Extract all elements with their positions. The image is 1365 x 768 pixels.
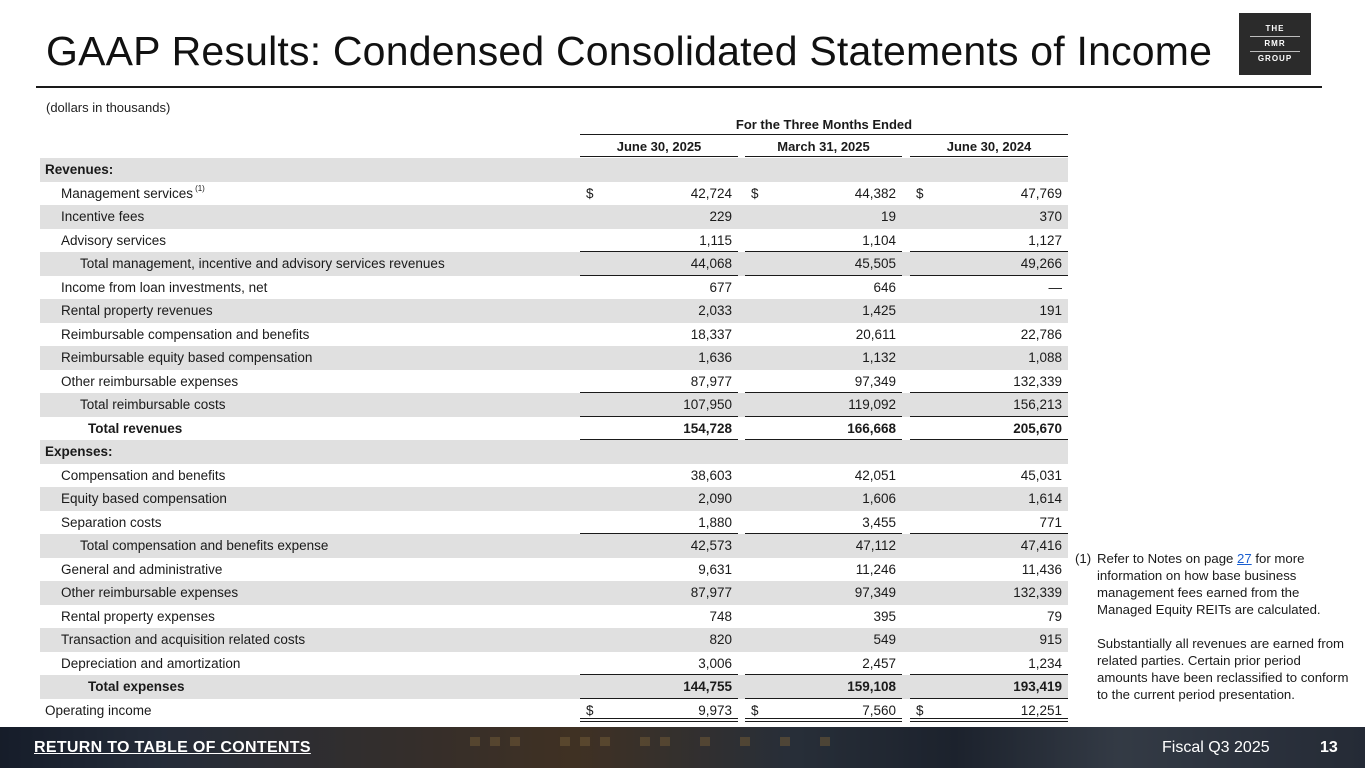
table-row	[40, 182, 1068, 206]
fiscal-period-label: Fiscal Q3 2025	[1162, 739, 1270, 756]
table-row	[40, 158, 1068, 182]
value-cell: 12,251	[1020, 702, 1062, 718]
value-cell: 119,092	[848, 397, 896, 412]
table-row	[40, 205, 1068, 229]
row-label: Other reimbursable expenses	[61, 585, 239, 600]
value-cell: 2,457	[862, 655, 896, 671]
value-cell: 193,419	[1013, 679, 1062, 694]
rmr-logo	[1239, 13, 1311, 75]
value-cell: 1,606	[862, 491, 896, 506]
footnote-paragraph-2: Substantially all revenues are earned from related parties. Certain prior period amounts have been reclassified to conform to the current period presentation.	[1097, 636, 1349, 702]
row-label: Rental property expenses	[61, 608, 215, 624]
row-label: Expenses:	[45, 444, 113, 459]
logo-line-3: GROUP	[1257, 54, 1293, 63]
value-cell: 132,339	[1013, 373, 1062, 389]
row-label: Reimbursable compensation and benefits	[61, 326, 310, 342]
footer-bar	[0, 727, 1365, 768]
table-row	[40, 299, 1068, 323]
footnote	[1075, 550, 1353, 703]
row-label: Transaction and acquisition related costs	[61, 632, 306, 647]
value-cell: 97,349	[854, 585, 896, 600]
value-cell: 42,051	[854, 467, 896, 483]
value-cell: 229	[709, 209, 732, 224]
row-label: General and administrative	[61, 561, 223, 577]
page-27-link[interactable]: 27	[1237, 551, 1252, 566]
page-title: GAAP Results: Condensed Consolidated Statements of Income	[46, 28, 1213, 74]
value-cell: 370	[1039, 209, 1062, 224]
value-cell: 87,977	[690, 373, 732, 389]
row-label: Depreciation and amortization	[61, 655, 241, 671]
row-label: Total compensation and benefits expense	[80, 538, 329, 553]
table-row	[40, 581, 1068, 605]
value-cell: 1,234	[1028, 655, 1062, 671]
value-cell: 18,337	[690, 326, 732, 342]
table-row	[40, 605, 1068, 629]
table-row	[40, 370, 1068, 394]
value-cell: 42,724	[690, 185, 732, 201]
table-row	[40, 628, 1068, 652]
value-cell: 107,950	[683, 397, 732, 412]
value-cell: 44,382	[854, 185, 896, 201]
row-label: Advisory services	[61, 232, 167, 248]
row-label: Total reimbursable costs	[80, 397, 226, 412]
currency-symbol: $	[751, 185, 759, 201]
currency-symbol: $	[916, 702, 924, 718]
value-cell: 9,973	[698, 702, 732, 718]
row-label: Management services $^{(1)}$	[61, 183, 205, 201]
title-divider	[36, 86, 1322, 88]
value-cell: 771	[1039, 514, 1062, 530]
value-cell: 45,505	[854, 256, 896, 271]
footnote-ref: (1)	[195, 183, 205, 193]
currency-symbol: $	[916, 185, 924, 201]
value-cell: 9,631	[698, 561, 732, 577]
value-cell: 3,006	[698, 655, 732, 671]
row-label: Rental property revenues	[61, 303, 213, 318]
table-row	[40, 511, 1068, 535]
table-row	[40, 417, 1068, 441]
table-row	[40, 393, 1068, 417]
income-statement-table	[40, 158, 1068, 722]
row-label: Operating income	[45, 702, 152, 718]
logo-line-2: RMR	[1264, 39, 1286, 48]
table-row	[40, 675, 1068, 699]
value-cell: 7,560	[862, 702, 896, 718]
value-cell: 3,455	[862, 514, 896, 530]
row-label: Total revenues	[88, 420, 183, 436]
value-cell: 1,127	[1028, 232, 1062, 248]
value-cell: 1,880	[698, 514, 732, 530]
value-cell: 22,786	[1020, 326, 1062, 342]
table-row	[40, 487, 1068, 511]
value-cell: 1,425	[862, 303, 896, 318]
value-cell: 87,977	[690, 585, 732, 600]
value-cell: 915	[1039, 632, 1062, 647]
value-cell: 11,436	[1021, 561, 1062, 577]
table-row	[40, 276, 1068, 300]
value-cell: 49,266	[1020, 256, 1062, 271]
column-header-mar-2025: March 31, 2025	[745, 139, 902, 157]
value-cell: 646	[873, 279, 896, 295]
row-label: Income from loan investments, net	[61, 279, 268, 295]
row-label: Total expenses	[88, 679, 185, 694]
value-cell: 159,108	[847, 679, 896, 694]
value-cell: 1,132	[862, 350, 896, 365]
value-cell: 38,603	[690, 467, 732, 483]
table-row	[40, 534, 1068, 558]
value-cell: 1,115	[699, 232, 732, 248]
value-cell: 820	[709, 632, 732, 647]
value-cell: 2,090	[698, 491, 732, 506]
row-label: Incentive fees	[61, 209, 145, 224]
value-cell: 2,033	[698, 303, 732, 318]
table-row	[40, 346, 1068, 370]
value-cell: 677	[709, 279, 732, 295]
table-row	[40, 652, 1068, 676]
value-cell: 19	[880, 209, 896, 224]
value-cell: 156,213	[1013, 397, 1062, 412]
value-cell: 549	[873, 632, 896, 647]
row-label: Reimbursable equity based compensation	[61, 350, 313, 365]
value-cell: 1,614	[1028, 491, 1062, 506]
value-cell: 132,339	[1013, 585, 1062, 600]
column-header-jun-2025: June 30, 2025	[580, 139, 738, 157]
value-cell: 44,068	[690, 256, 732, 271]
table-row	[40, 252, 1068, 276]
table-row	[40, 229, 1068, 253]
row-label: Total management, incentive and advisory services revenues	[80, 256, 445, 271]
footnote-marker: (1)	[1075, 551, 1092, 566]
row-label: Separation costs	[61, 514, 162, 530]
value-cell: 47,416	[1020, 538, 1062, 553]
row-label: Compensation and benefits	[61, 467, 226, 483]
currency-symbol: $	[586, 702, 594, 718]
units-note: (dollars in thousands)	[46, 100, 171, 115]
value-cell: 47,769	[1020, 185, 1062, 201]
table-row	[40, 558, 1068, 582]
table-row	[40, 699, 1068, 723]
value-cell: 20,611	[855, 326, 896, 342]
value-cell: 47,112	[855, 538, 896, 553]
value-cell: 154,728	[683, 420, 732, 436]
value-cell: —	[1048, 279, 1062, 295]
value-cell: 79	[1046, 608, 1062, 624]
value-cell: 42,573	[690, 538, 732, 553]
value-cell: 1,088	[1028, 350, 1062, 365]
value-cell: 395	[873, 608, 896, 624]
value-cell: 144,755	[683, 679, 732, 694]
value-cell: 205,670	[1013, 420, 1062, 436]
value-cell: 748	[709, 608, 732, 624]
logo-line-1: THE	[1265, 24, 1285, 33]
row-label: Other reimbursable expenses	[61, 373, 239, 389]
value-cell: 166,668	[847, 420, 896, 436]
page-number: 13	[1320, 739, 1338, 756]
period-header: For the Three Months Ended	[580, 117, 1068, 135]
footnote-text: Refer to Notes on page 27 for more information on how base business management fees earned from the Managed Equity REITs are calculated.	[1097, 551, 1321, 617]
value-cell: 191	[1039, 303, 1062, 318]
currency-symbol: $	[751, 702, 759, 718]
value-cell: 11,246	[855, 561, 896, 577]
table-row	[40, 323, 1068, 347]
row-label: Equity based compensation	[61, 491, 227, 506]
value-cell: 97,349	[854, 373, 896, 389]
table-row	[40, 464, 1068, 488]
currency-symbol: $	[586, 185, 594, 201]
value-cell: 45,031	[1020, 467, 1062, 483]
value-cell: 1,104	[862, 232, 896, 248]
value-cell: 1,636	[698, 350, 732, 365]
table-row	[40, 440, 1068, 464]
column-header-jun-2024: June 30, 2024	[910, 139, 1068, 157]
row-label: Revenues:	[45, 162, 114, 177]
return-to-toc-link[interactable]: RETURN TO TABLE OF CONTENTS	[34, 739, 311, 756]
